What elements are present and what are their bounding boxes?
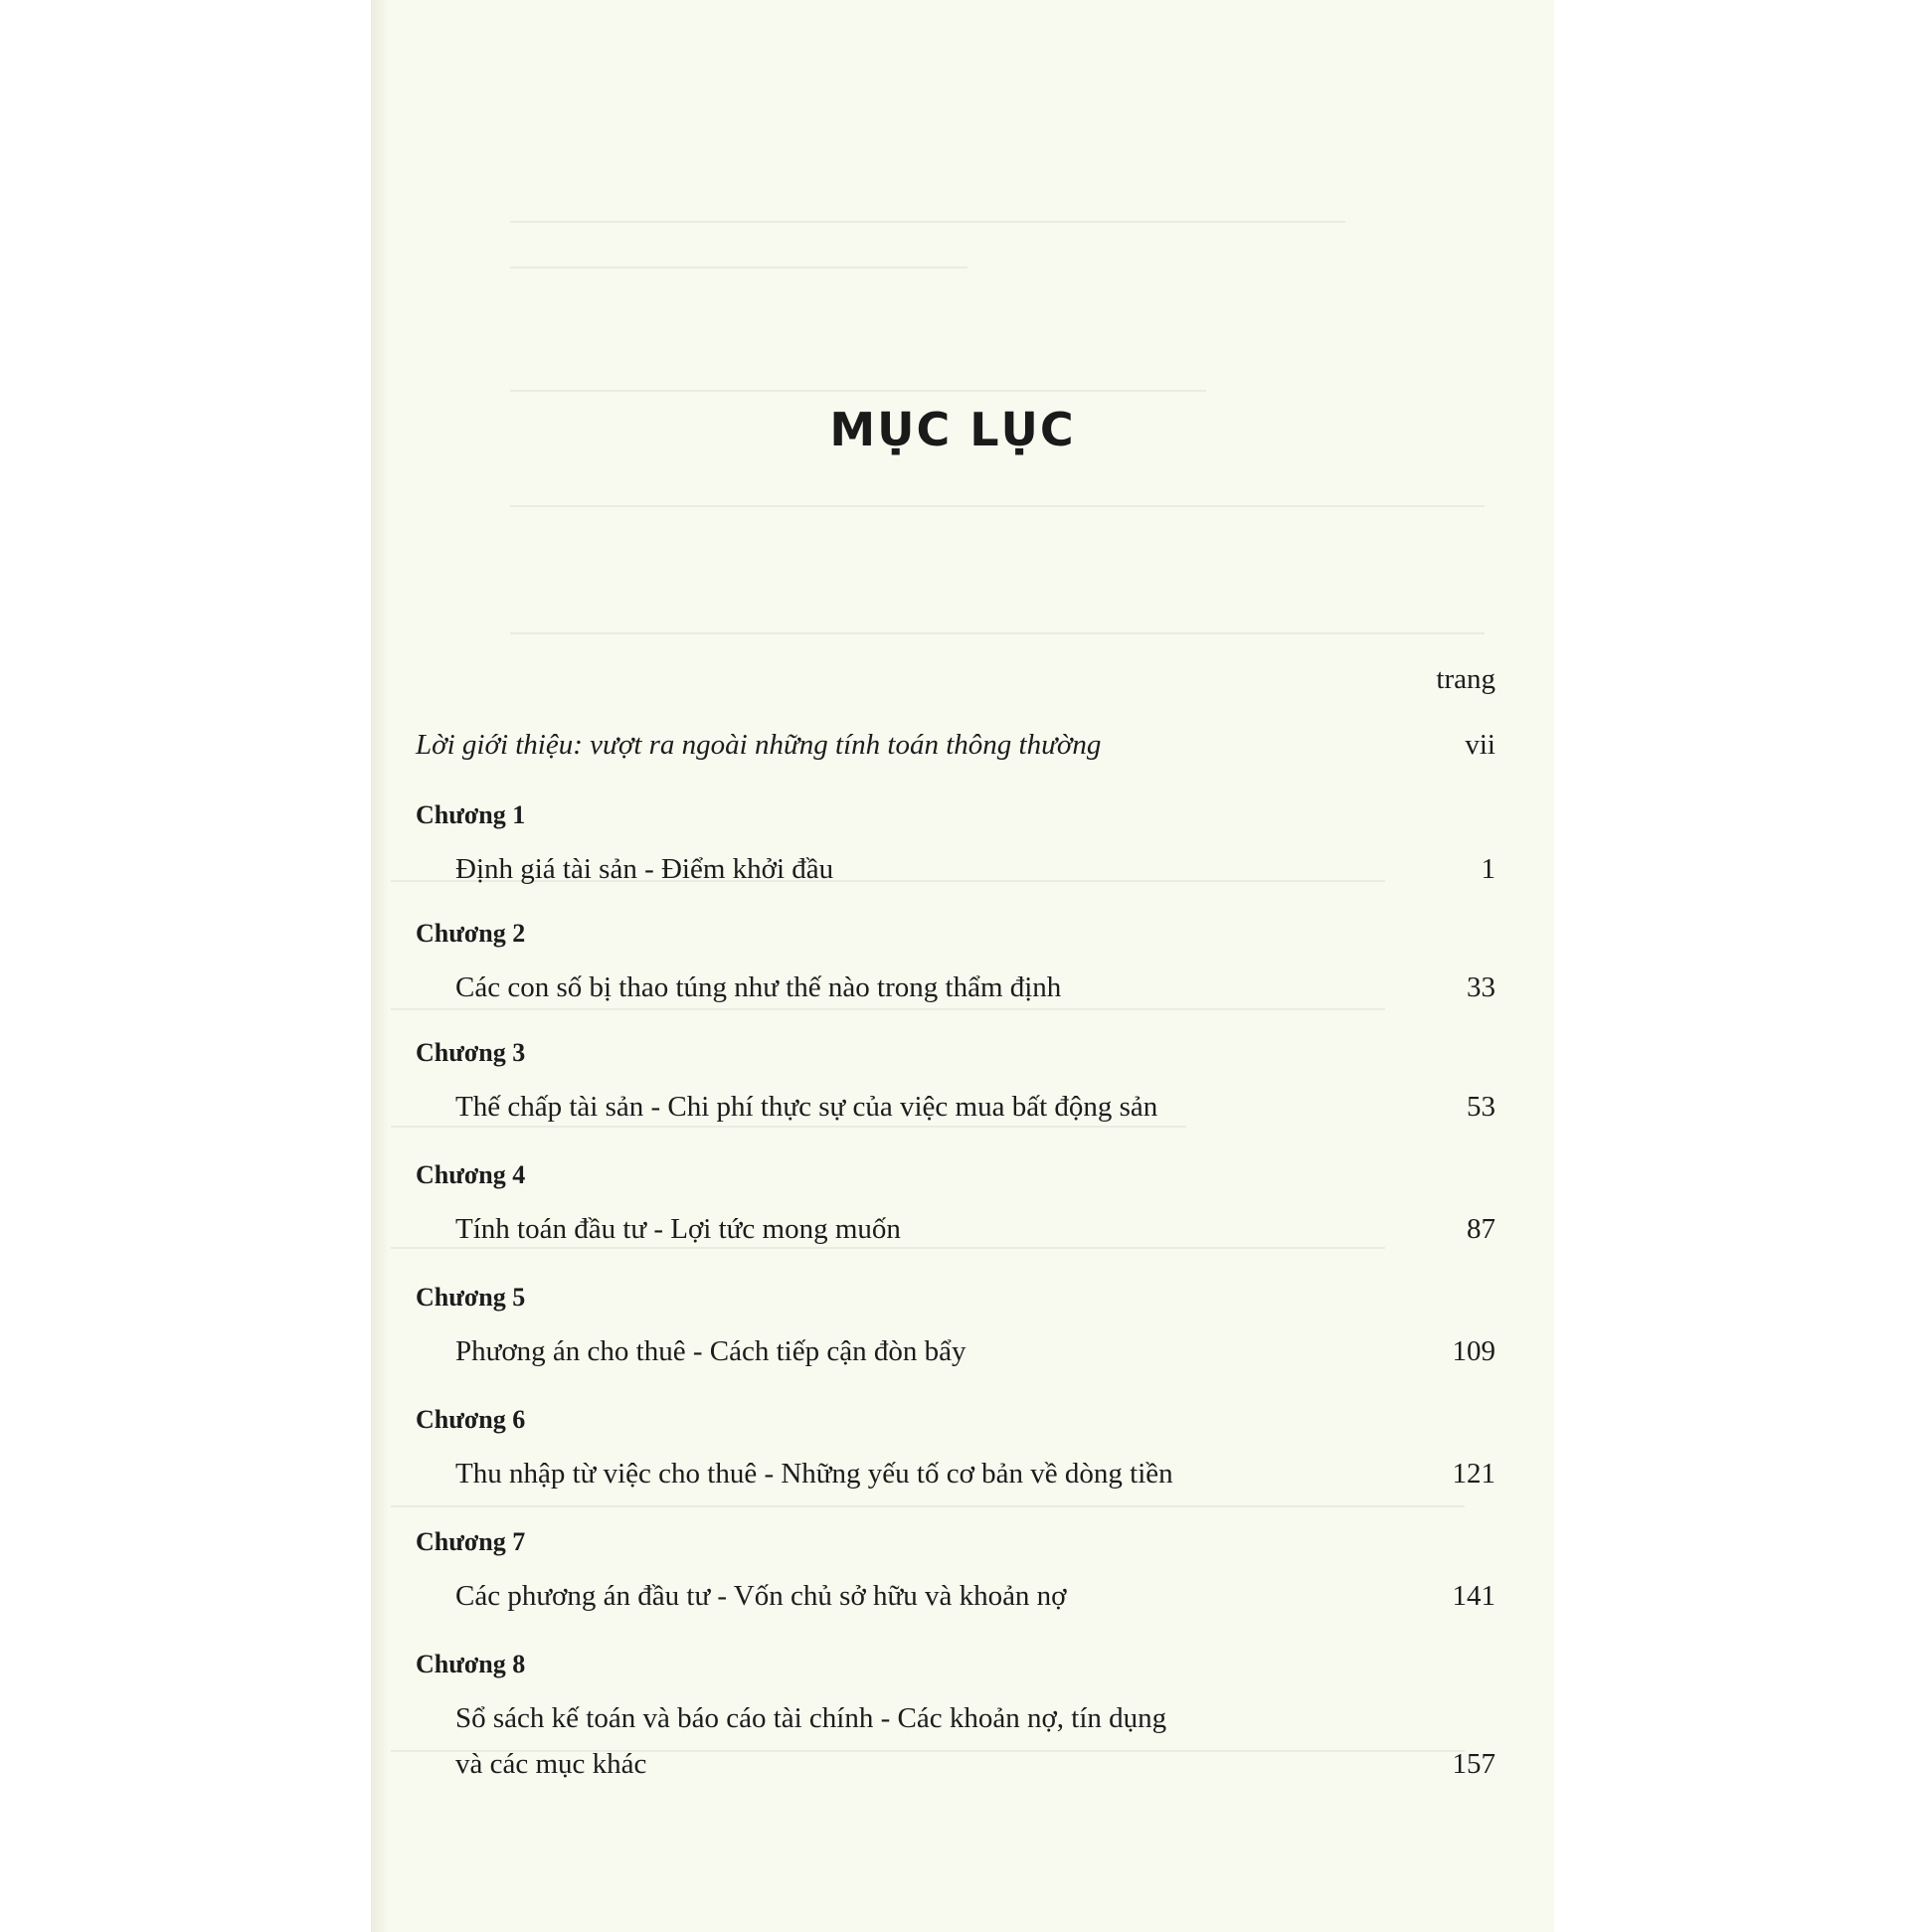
chapter-title-line: Sổ sách kế toán và báo cáo tài chính - Các khoản nợ, tín dụng bbox=[455, 1702, 1167, 1734]
chapter-page-number: 33 bbox=[1467, 971, 1495, 1003]
toc-entry-chapter-5[interactable] bbox=[416, 1283, 1495, 1372]
toc-entry-introduction[interactable] bbox=[416, 729, 1495, 769]
toc-entry-chapter-8[interactable] bbox=[416, 1650, 1495, 1789]
chapter-page-number: 109 bbox=[1452, 1335, 1495, 1367]
toc-entry-chapter-3[interactable] bbox=[416, 1038, 1495, 1128]
chapter-title-line: Các phương án đầu tư - Vốn chủ sở hữu và khoản nợ bbox=[455, 1580, 1067, 1612]
chapter-title-line: Định giá tài sản - Điểm khởi đầu bbox=[455, 853, 834, 885]
chapter-label: Chương 3 bbox=[416, 1038, 526, 1067]
chapter-title-line: Thế chấp tài sản - Chi phí thực sự của việc mua bất động sản bbox=[455, 1091, 1158, 1123]
toc-entry-chapter-7[interactable] bbox=[416, 1527, 1495, 1617]
page-binding-shadow bbox=[371, 0, 389, 1932]
chapter-page-number: 157 bbox=[1452, 1748, 1495, 1780]
chapter-page-number: 87 bbox=[1467, 1213, 1495, 1245]
chapter-title-line: và các mục khác bbox=[455, 1748, 647, 1780]
chapter-label: Chương 4 bbox=[416, 1160, 526, 1189]
chapter-title-line: Các con số bị thao túng như thế nào trong thẩm định bbox=[455, 971, 1062, 1003]
page-title: MỤC LỤC bbox=[829, 403, 1076, 456]
chapter-page-number: 121 bbox=[1452, 1458, 1495, 1490]
toc-entry-chapter-2[interactable] bbox=[416, 919, 1495, 1008]
chapter-title-line: Phương án cho thuê - Cách tiếp cận đòn bẩy bbox=[455, 1335, 966, 1367]
toc-entry-chapter-6[interactable] bbox=[416, 1405, 1495, 1494]
page-column-label: trang bbox=[1436, 663, 1495, 695]
chapter-title-line: Tính toán đầu tư - Lợi tức mong muốn bbox=[455, 1213, 901, 1245]
introduction-page-number: vii bbox=[1465, 729, 1495, 761]
chapter-label: Chương 8 bbox=[416, 1650, 526, 1678]
chapter-label: Chương 7 bbox=[416, 1527, 526, 1556]
chapter-label: Chương 2 bbox=[416, 919, 526, 948]
toc-entry-chapter-1[interactable] bbox=[416, 800, 1495, 890]
chapter-title-line: Thu nhập từ việc cho thuê - Những yếu tố cơ bản về dòng tiền bbox=[455, 1458, 1173, 1490]
introduction-title: Lời giới thiệu: vượt ra ngoài những tính toán thông thường bbox=[416, 729, 1102, 761]
chapter-page-number: 53 bbox=[1467, 1091, 1495, 1123]
chapter-page-number: 141 bbox=[1452, 1580, 1495, 1612]
chapter-page-number: 1 bbox=[1481, 853, 1495, 885]
toc-entry-chapter-4[interactable] bbox=[416, 1160, 1495, 1250]
chapter-label: Chương 5 bbox=[416, 1283, 526, 1312]
chapter-label: Chương 6 bbox=[416, 1405, 526, 1434]
chapter-label: Chương 1 bbox=[416, 800, 526, 829]
